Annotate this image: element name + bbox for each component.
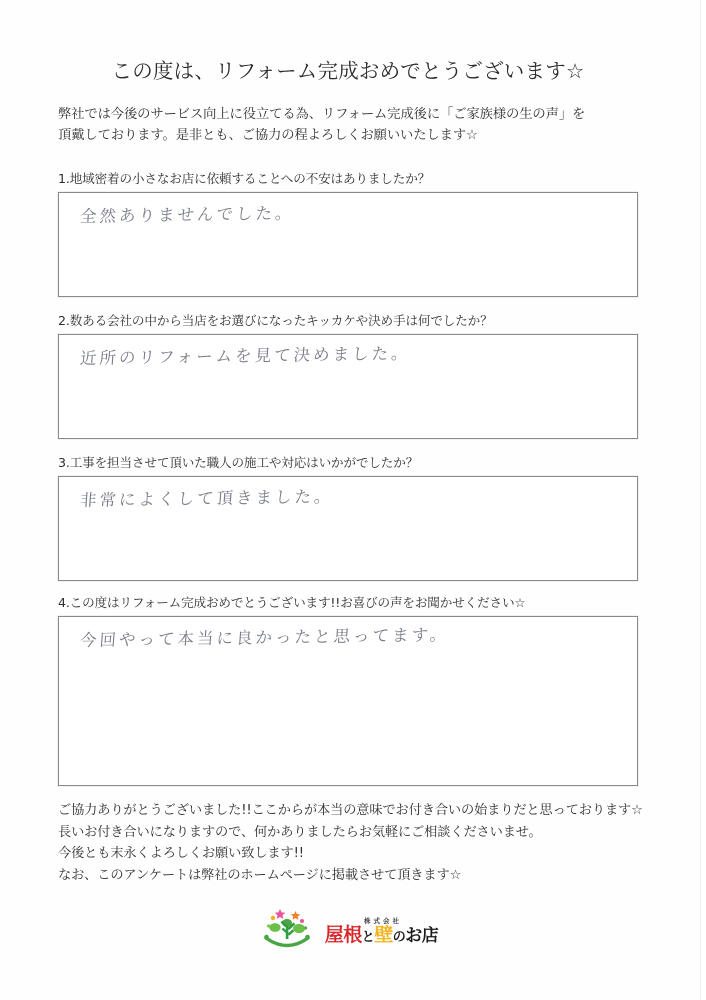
tree-smile-logo-icon bbox=[258, 905, 316, 955]
handwritten-answer-4: 今回やって本当に良かったと思ってます。 bbox=[79, 625, 450, 651]
closing-line-4: なお、このアンケートは弊社のホームページに掲載させて頂きます☆ bbox=[58, 867, 462, 883]
answer-box-4[interactable] bbox=[58, 616, 638, 786]
question-label-4: 4.この度はリフォーム完成おめでとうございます!!お喜びの声をお聞かせください☆ bbox=[58, 595, 526, 610]
question-label-3: 3.工事を担当させて頂いた職人の施工や対応はいかがでしたか？ bbox=[58, 455, 419, 470]
logo-name-to: と bbox=[361, 929, 375, 945]
question-block-1 bbox=[58, 168, 638, 297]
company-logo bbox=[58, 905, 638, 955]
answer-box-1[interactable] bbox=[58, 192, 638, 297]
handwritten-answer-2: 近所のリフォームを見て決めました。 bbox=[79, 343, 412, 369]
closing-line-3: 今後とも末永くよろしくお願い致します!! bbox=[58, 846, 304, 861]
logo-company-type: 株式会社 bbox=[364, 916, 402, 925]
intro-paragraph bbox=[58, 104, 638, 146]
logo-company-name bbox=[324, 923, 439, 946]
question-block-2 bbox=[58, 310, 638, 439]
intro-line-2: 頂戴しております。是非とも、ご協力の程よろしくお願いいたします☆ bbox=[58, 128, 478, 143]
logo-name-shop: お店 bbox=[405, 925, 439, 946]
closing-line-1: ご協力ありがとうございました!!ここからが本当の意味でお付き合いの始まりだと思っております☆ bbox=[58, 803, 643, 818]
question-block-4 bbox=[58, 592, 638, 786]
answer-box-2[interactable] bbox=[58, 334, 638, 439]
logo-name-wall: 壁 bbox=[374, 923, 393, 946]
question-label-1: 1.地域密着の小さなお店に依頼することへの不安はありましたか？ bbox=[58, 171, 431, 186]
logo-text-block bbox=[325, 916, 439, 945]
closing-line-2: 長いお付き合いになりますので、何かありましたらお気軽にご相談くださいませ。 bbox=[58, 824, 542, 840]
question-block-3 bbox=[58, 452, 638, 581]
page-title: この度は、リフォーム完成おめでとうございます☆ bbox=[111, 59, 585, 83]
handwritten-answer-1: 全然ありませんでした。 bbox=[79, 203, 296, 227]
handwritten-answer-3: 非常によくして頂きました。 bbox=[79, 487, 335, 511]
intro-line-1: 弊社では今後のサービス向上に役立てる為、リフォーム完成後に「ご家族様の生の声」を bbox=[58, 107, 586, 122]
page-edge-shadow bbox=[700, 0, 706, 1000]
logo-name-no: の bbox=[392, 929, 406, 945]
logo-name-roof: 屋根 bbox=[324, 923, 362, 946]
closing-paragraph bbox=[58, 800, 643, 886]
answer-box-3[interactable] bbox=[58, 476, 638, 581]
question-label-2: 2.数ある会社の中から当店をお選びになったキッカケや決め手は何でしたか？ bbox=[58, 313, 493, 328]
